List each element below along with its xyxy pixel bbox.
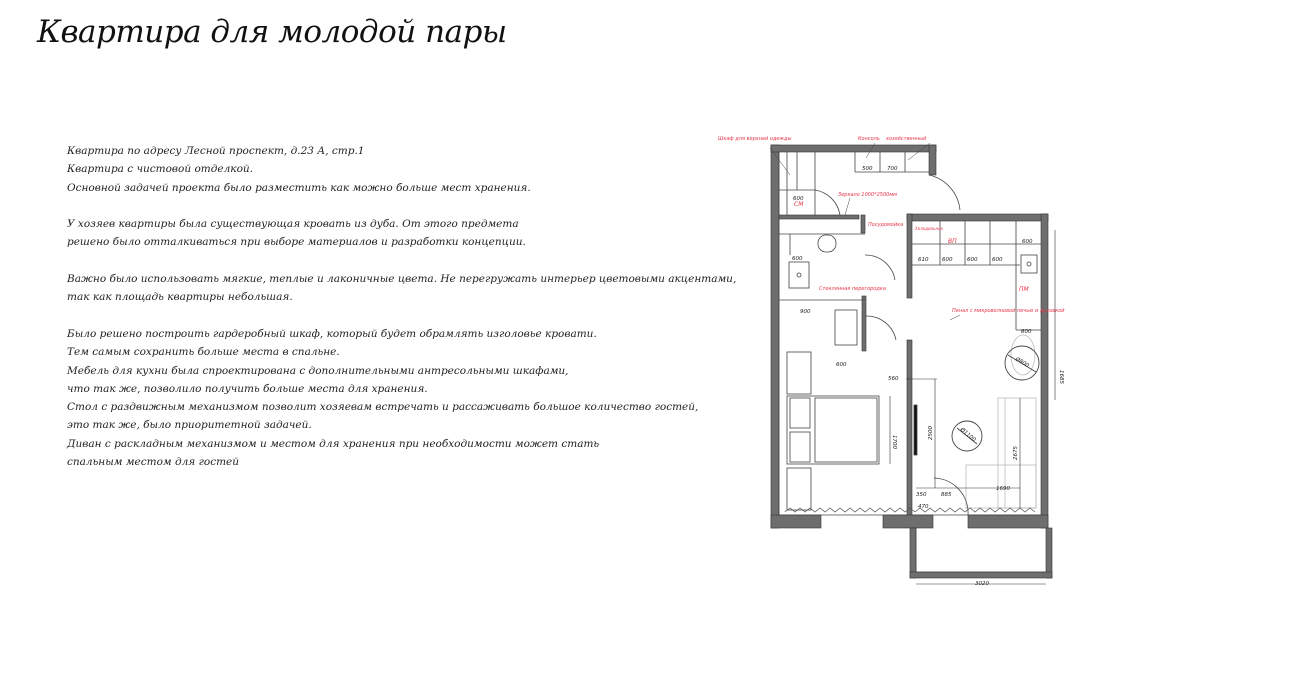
desc-line: что так же, позволило получить больше места для хранения. <box>67 382 428 395</box>
desc-line: Квартира с чистовой отделкой. <box>67 163 253 176</box>
svg-text:600: 600 <box>836 362 847 368</box>
svg-text:560: 560 <box>888 376 899 382</box>
desc-line: Диван с раскладным механизмом и местом для хранения при необходимости может стать <box>67 437 600 450</box>
svg-text:хозяйственный: хозяйственный <box>886 136 927 142</box>
desc-line: спальным местом для гостей <box>67 456 240 469</box>
desc-line: решено было отталкиваться при выборе материалов и разработки концепции. <box>67 236 526 249</box>
svg-text:610: 610 <box>918 257 929 263</box>
svg-text:СМ: СМ <box>794 201 804 208</box>
svg-text:Ø800: Ø800 <box>1014 356 1030 370</box>
desc-line: Стол с раздвижным механизмом позволит хозяевам встречать и рассаживать большое количество гостей, <box>67 401 699 414</box>
desc-line: Было решено построить гардеробный шкаф, который будет обрамлять изголовье кровати. <box>67 327 597 340</box>
desc-line: Мебель для кухни была спроектирована с дополнительными антресольными шкафами, <box>67 364 569 377</box>
svg-text:2500: 2500 <box>928 426 934 440</box>
svg-text:470: 470 <box>918 504 929 510</box>
svg-text:500: 500 <box>862 166 873 172</box>
page-title: Квартира для молодой пары <box>37 14 507 50</box>
desc-line: так как площадь квартиры небольшая. <box>67 291 293 304</box>
svg-text:700: 700 <box>887 166 898 172</box>
svg-text:Стеклянная перегородка: Стеклянная перегородка <box>819 286 886 292</box>
svg-text:Шкаф для верхней одежды: Шкаф для верхней одежды <box>718 136 792 142</box>
svg-text:1700: 1700 <box>891 435 897 449</box>
svg-text:600: 600 <box>992 257 1003 263</box>
floor-plan <box>700 120 1100 600</box>
svg-text:600: 600 <box>942 257 953 263</box>
svg-text:ПМ: ПМ <box>1019 286 1029 293</box>
svg-text:ВП: ВП <box>948 238 957 245</box>
svg-text:Консоль: Консоль <box>858 136 880 142</box>
desc-line: Квартира по адресу Лесной проспект, д.23 А, стр.1 <box>67 145 365 157</box>
svg-text:600: 600 <box>793 196 804 202</box>
desc-line: Тем самым сохранить больше места в спальне. <box>67 346 340 359</box>
desc-line: У хозяев квартиры была существующая кровать из дуба. От этого предмета <box>67 218 519 231</box>
svg-text:3020: 3020 <box>975 581 989 587</box>
svg-text:Посудомойка: Посудомойка <box>868 222 904 228</box>
svg-text:1690: 1690 <box>996 486 1010 492</box>
walls <box>771 145 1052 578</box>
desc-line: Важно было использовать мягкие, теплые и лаконичные цвета. Не перегружать интерьер цветовыми акцентами, <box>67 273 737 286</box>
svg-text:Пенал с микроволновой печью и: Пенал с микроволновой печью и духовкой <box>952 308 1065 314</box>
project-description <box>67 142 737 471</box>
desc-line: Основной задачей проекта было разместить как можно больше мест хранения. <box>67 181 531 194</box>
svg-text:2675: 2675 <box>1013 446 1019 460</box>
svg-text:600: 600 <box>1021 329 1032 335</box>
svg-text:1685: 1685 <box>1058 370 1064 384</box>
svg-text:Зеркало 1000*2500мм: Зеркало 1000*2500мм <box>838 192 897 198</box>
svg-text:600: 600 <box>967 257 978 263</box>
svg-text:885: 885 <box>941 492 952 498</box>
svg-text:900: 900 <box>800 309 811 315</box>
svg-text:600: 600 <box>792 256 803 262</box>
svg-text:Ø1100: Ø1100 <box>958 426 977 444</box>
svg-text:600: 600 <box>1022 239 1033 245</box>
desc-line: это так же, было приоритетной задачей. <box>67 419 312 432</box>
svg-text:350: 350 <box>916 492 927 498</box>
svg-text:Холодильник: Холодильник <box>915 226 944 231</box>
